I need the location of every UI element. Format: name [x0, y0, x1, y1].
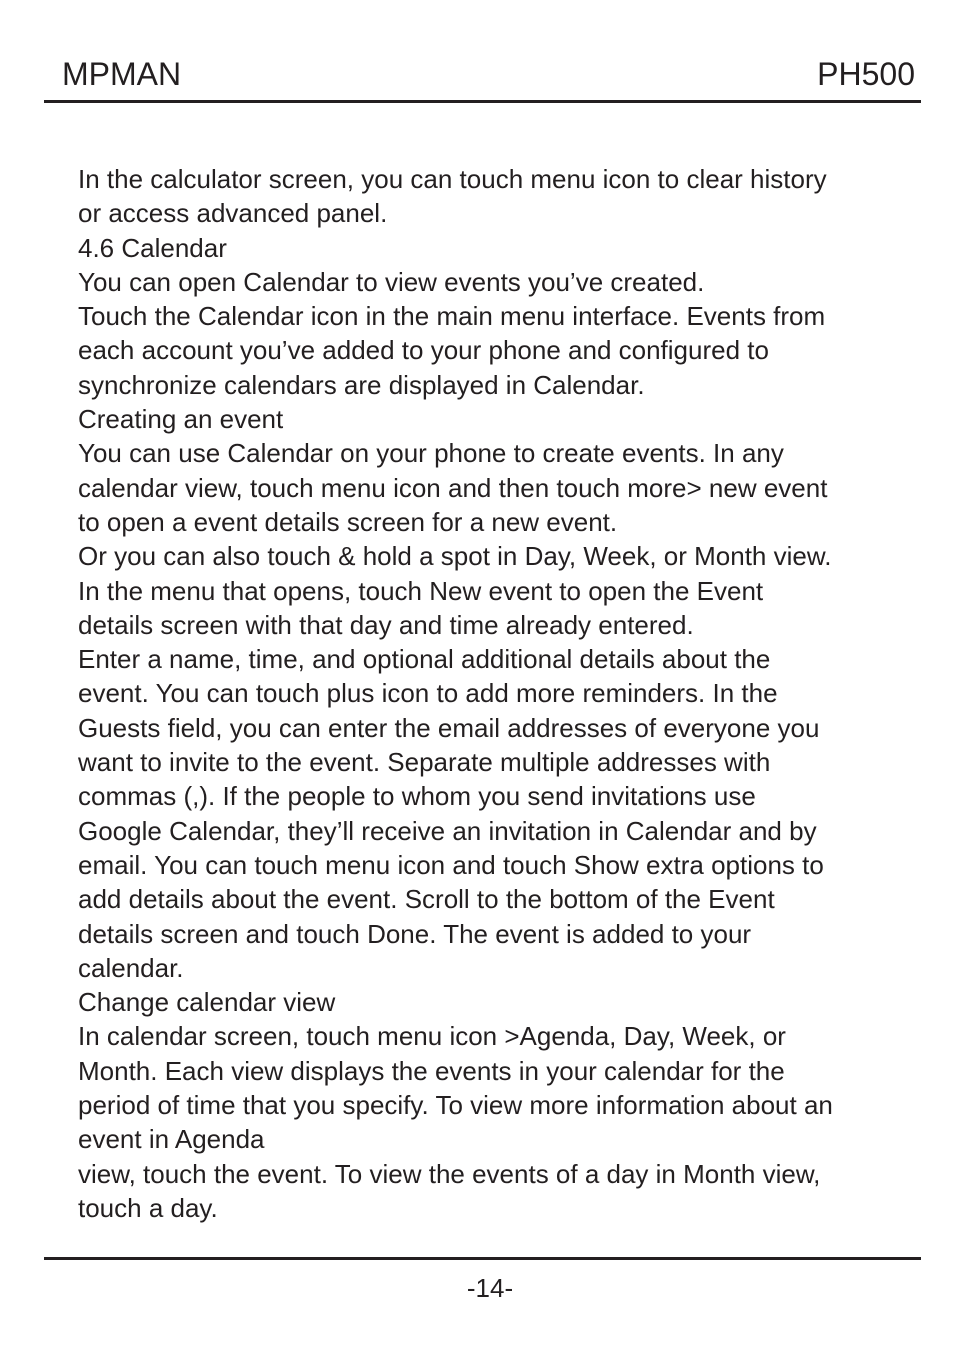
text-line: commas (,). If the people to whom you send invitations use [78, 781, 756, 812]
body-text [78, 162, 908, 1225]
section-heading: 4.6 Calendar [78, 232, 227, 263]
text-line: event. You can touch plus icon to add more reminders. In the [78, 678, 778, 709]
text-line: You can use Calendar on your phone to create events. In any [78, 438, 784, 469]
text-line: details screen with that day and time already entered. [78, 609, 694, 640]
footer-divider [44, 1257, 921, 1260]
brand-name: MPMAN [62, 56, 182, 92]
text-line: Or you can also touch & hold a spot in Day, Week, or Month view. [78, 541, 832, 572]
text-line: In the calculator screen, you can touch menu icon to clear history [78, 164, 827, 194]
text-line: event in Agenda [78, 1124, 265, 1155]
text-line: Enter a name, time, and optional additional details about the [78, 644, 771, 675]
text-line: Month. Each view displays the events in your calendar for the [78, 1055, 785, 1086]
text-line: want to invite to the event. Separate multiple addresses with [78, 747, 771, 778]
text-line: touch a day. [78, 1192, 218, 1223]
text-line: add details about the event. Scroll to the bottom of the Event [78, 884, 775, 915]
text-line: calendar. [78, 952, 184, 983]
text-line: or access advanced panel. [78, 198, 388, 229]
text-line: In the menu that opens, touch New event to open the Event [78, 575, 764, 606]
text-line: calendar view, touch menu icon and then touch more> new event [78, 472, 828, 503]
text-line: synchronize calendars are displayed in Calendar. [78, 369, 645, 400]
subsection-heading: Creating an event [78, 404, 284, 435]
text-line: You can open Calendar to view events you’ve created. [78, 266, 705, 297]
subsection-heading: Change calendar view [78, 987, 336, 1018]
text-line: details screen and touch Done. The event is added to your [78, 918, 752, 949]
text-line: email. You can touch menu icon and touch Show extra options to [78, 849, 824, 880]
text-line: Guests field, you can enter the email addresses of everyone you [78, 712, 820, 743]
text-line: view, touch the event. To view the events of a day in Month view, [78, 1158, 821, 1189]
page-header [44, 52, 921, 103]
text-line: Google Calendar, they’ll receive an invitation in Calendar and by [78, 815, 817, 846]
text-line: to open a event details screen for a new event. [78, 506, 618, 537]
text-line: each account you’ve added to your phone and configured to [78, 335, 769, 366]
page-number: -14- [466, 1273, 514, 1303]
text-line: In calendar screen, touch menu icon >Agenda, Day, Week, or [78, 1021, 786, 1052]
text-line: period of time that you specify. To view more information about an [78, 1090, 833, 1121]
text-line: Touch the Calendar icon in the main menu interface. Events from [78, 301, 826, 332]
model-name: PH500 [817, 56, 915, 92]
